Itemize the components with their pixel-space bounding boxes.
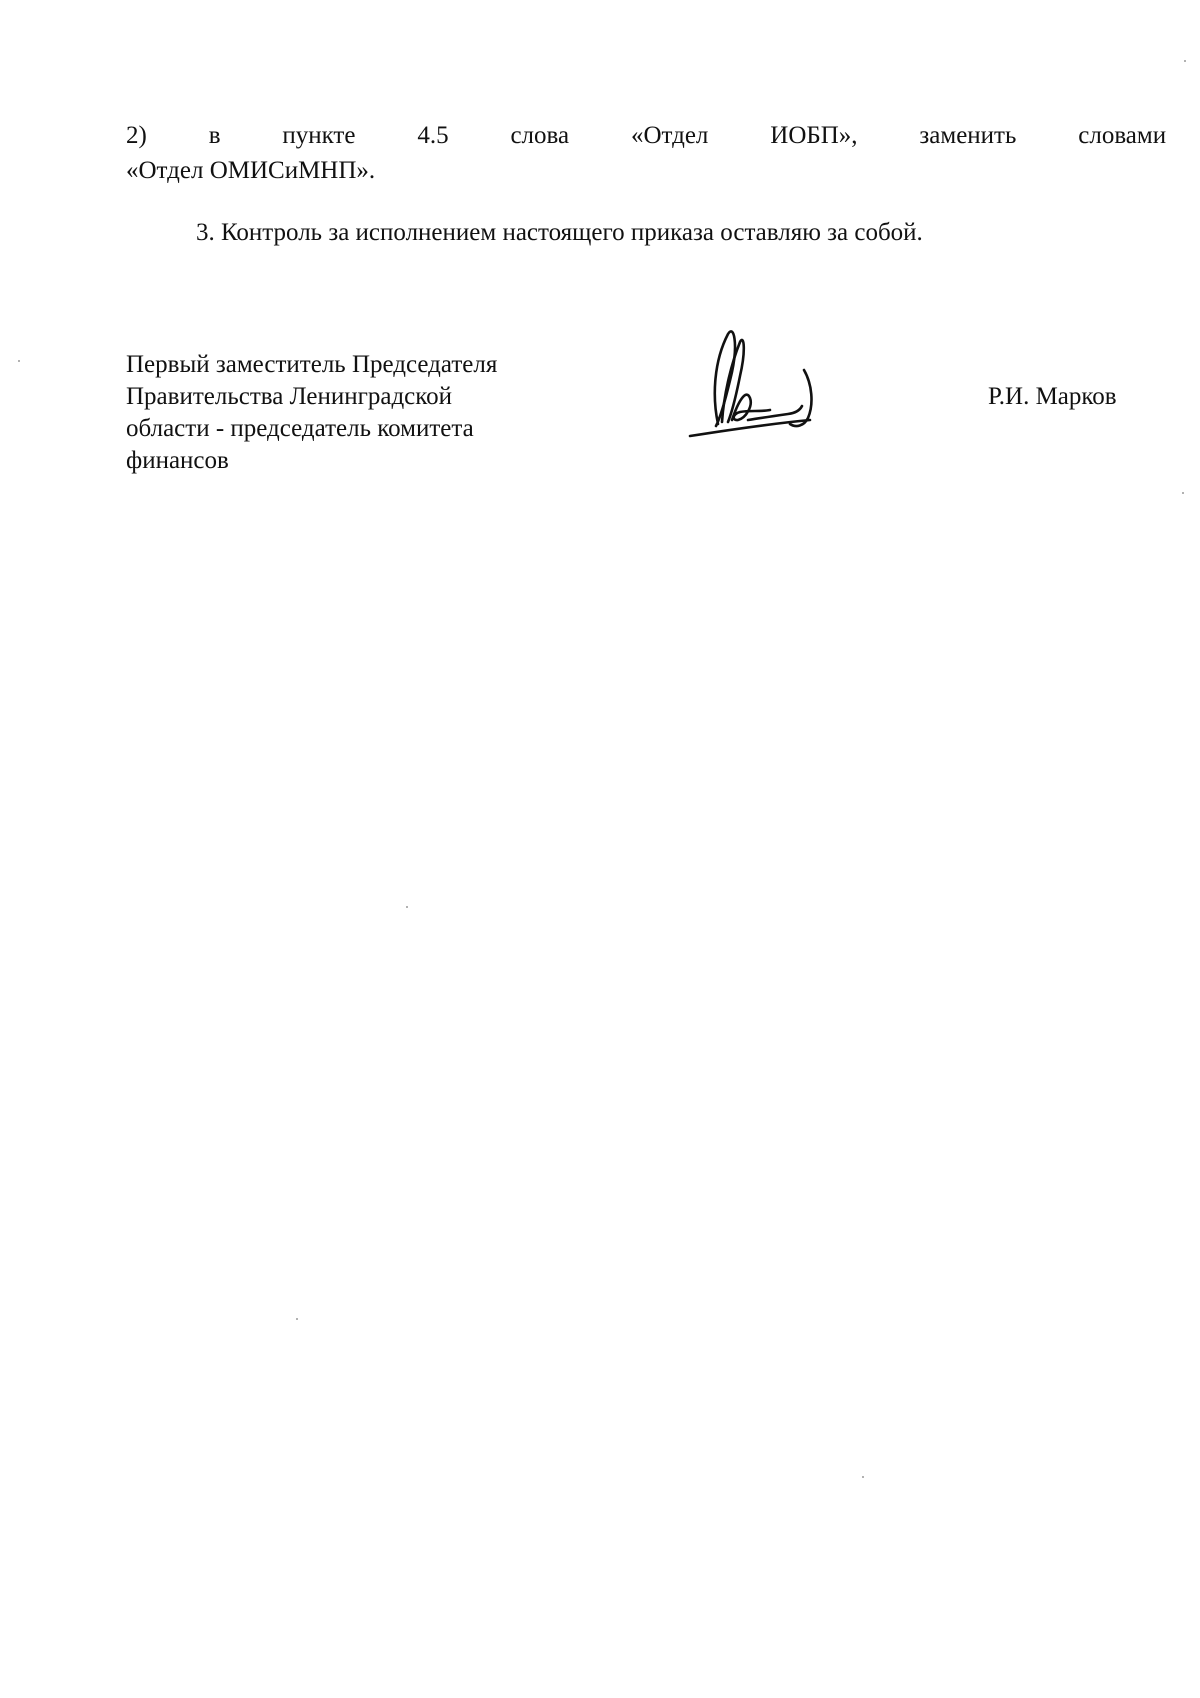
amendment-paragraph-line-2: «Отдел ОМИСиМНП». <box>126 157 376 184</box>
amendment-word: словами <box>1078 122 1167 149</box>
handwritten-signature <box>688 326 848 446</box>
amendment-word: заменить <box>919 122 1017 149</box>
amendment-word: в <box>208 122 221 149</box>
amendment-word: 2) <box>126 122 147 149</box>
scan-speck <box>1184 60 1186 62</box>
scan-speck <box>18 360 20 362</box>
amendment-word: «Отдел <box>630 122 709 149</box>
signer-title-line: области - председатель комитета <box>126 415 474 442</box>
signer-title-line: Правительства Ленинградской <box>126 383 453 410</box>
scan-speck <box>296 1318 298 1320</box>
amendment-word: пункте <box>282 122 356 149</box>
scan-speck <box>406 906 408 908</box>
scan-speck <box>1182 492 1184 494</box>
amendment-paragraph-line-1 <box>126 120 1166 152</box>
amendment-word: слова <box>510 122 570 149</box>
amendment-word: ИОБП», <box>770 122 858 149</box>
amendment-word: 4.5 <box>417 122 449 149</box>
signer-name: Р.И. Марков <box>988 383 1117 410</box>
signer-title-block <box>126 349 586 477</box>
scan-speck <box>862 1476 864 1478</box>
signer-title-line: финансов <box>126 447 229 474</box>
signer-title-line: Первый заместитель Председателя <box>126 351 498 378</box>
control-clause: 3. Контроль за исполнением настоящего приказа оставляю за собой. <box>196 219 923 246</box>
